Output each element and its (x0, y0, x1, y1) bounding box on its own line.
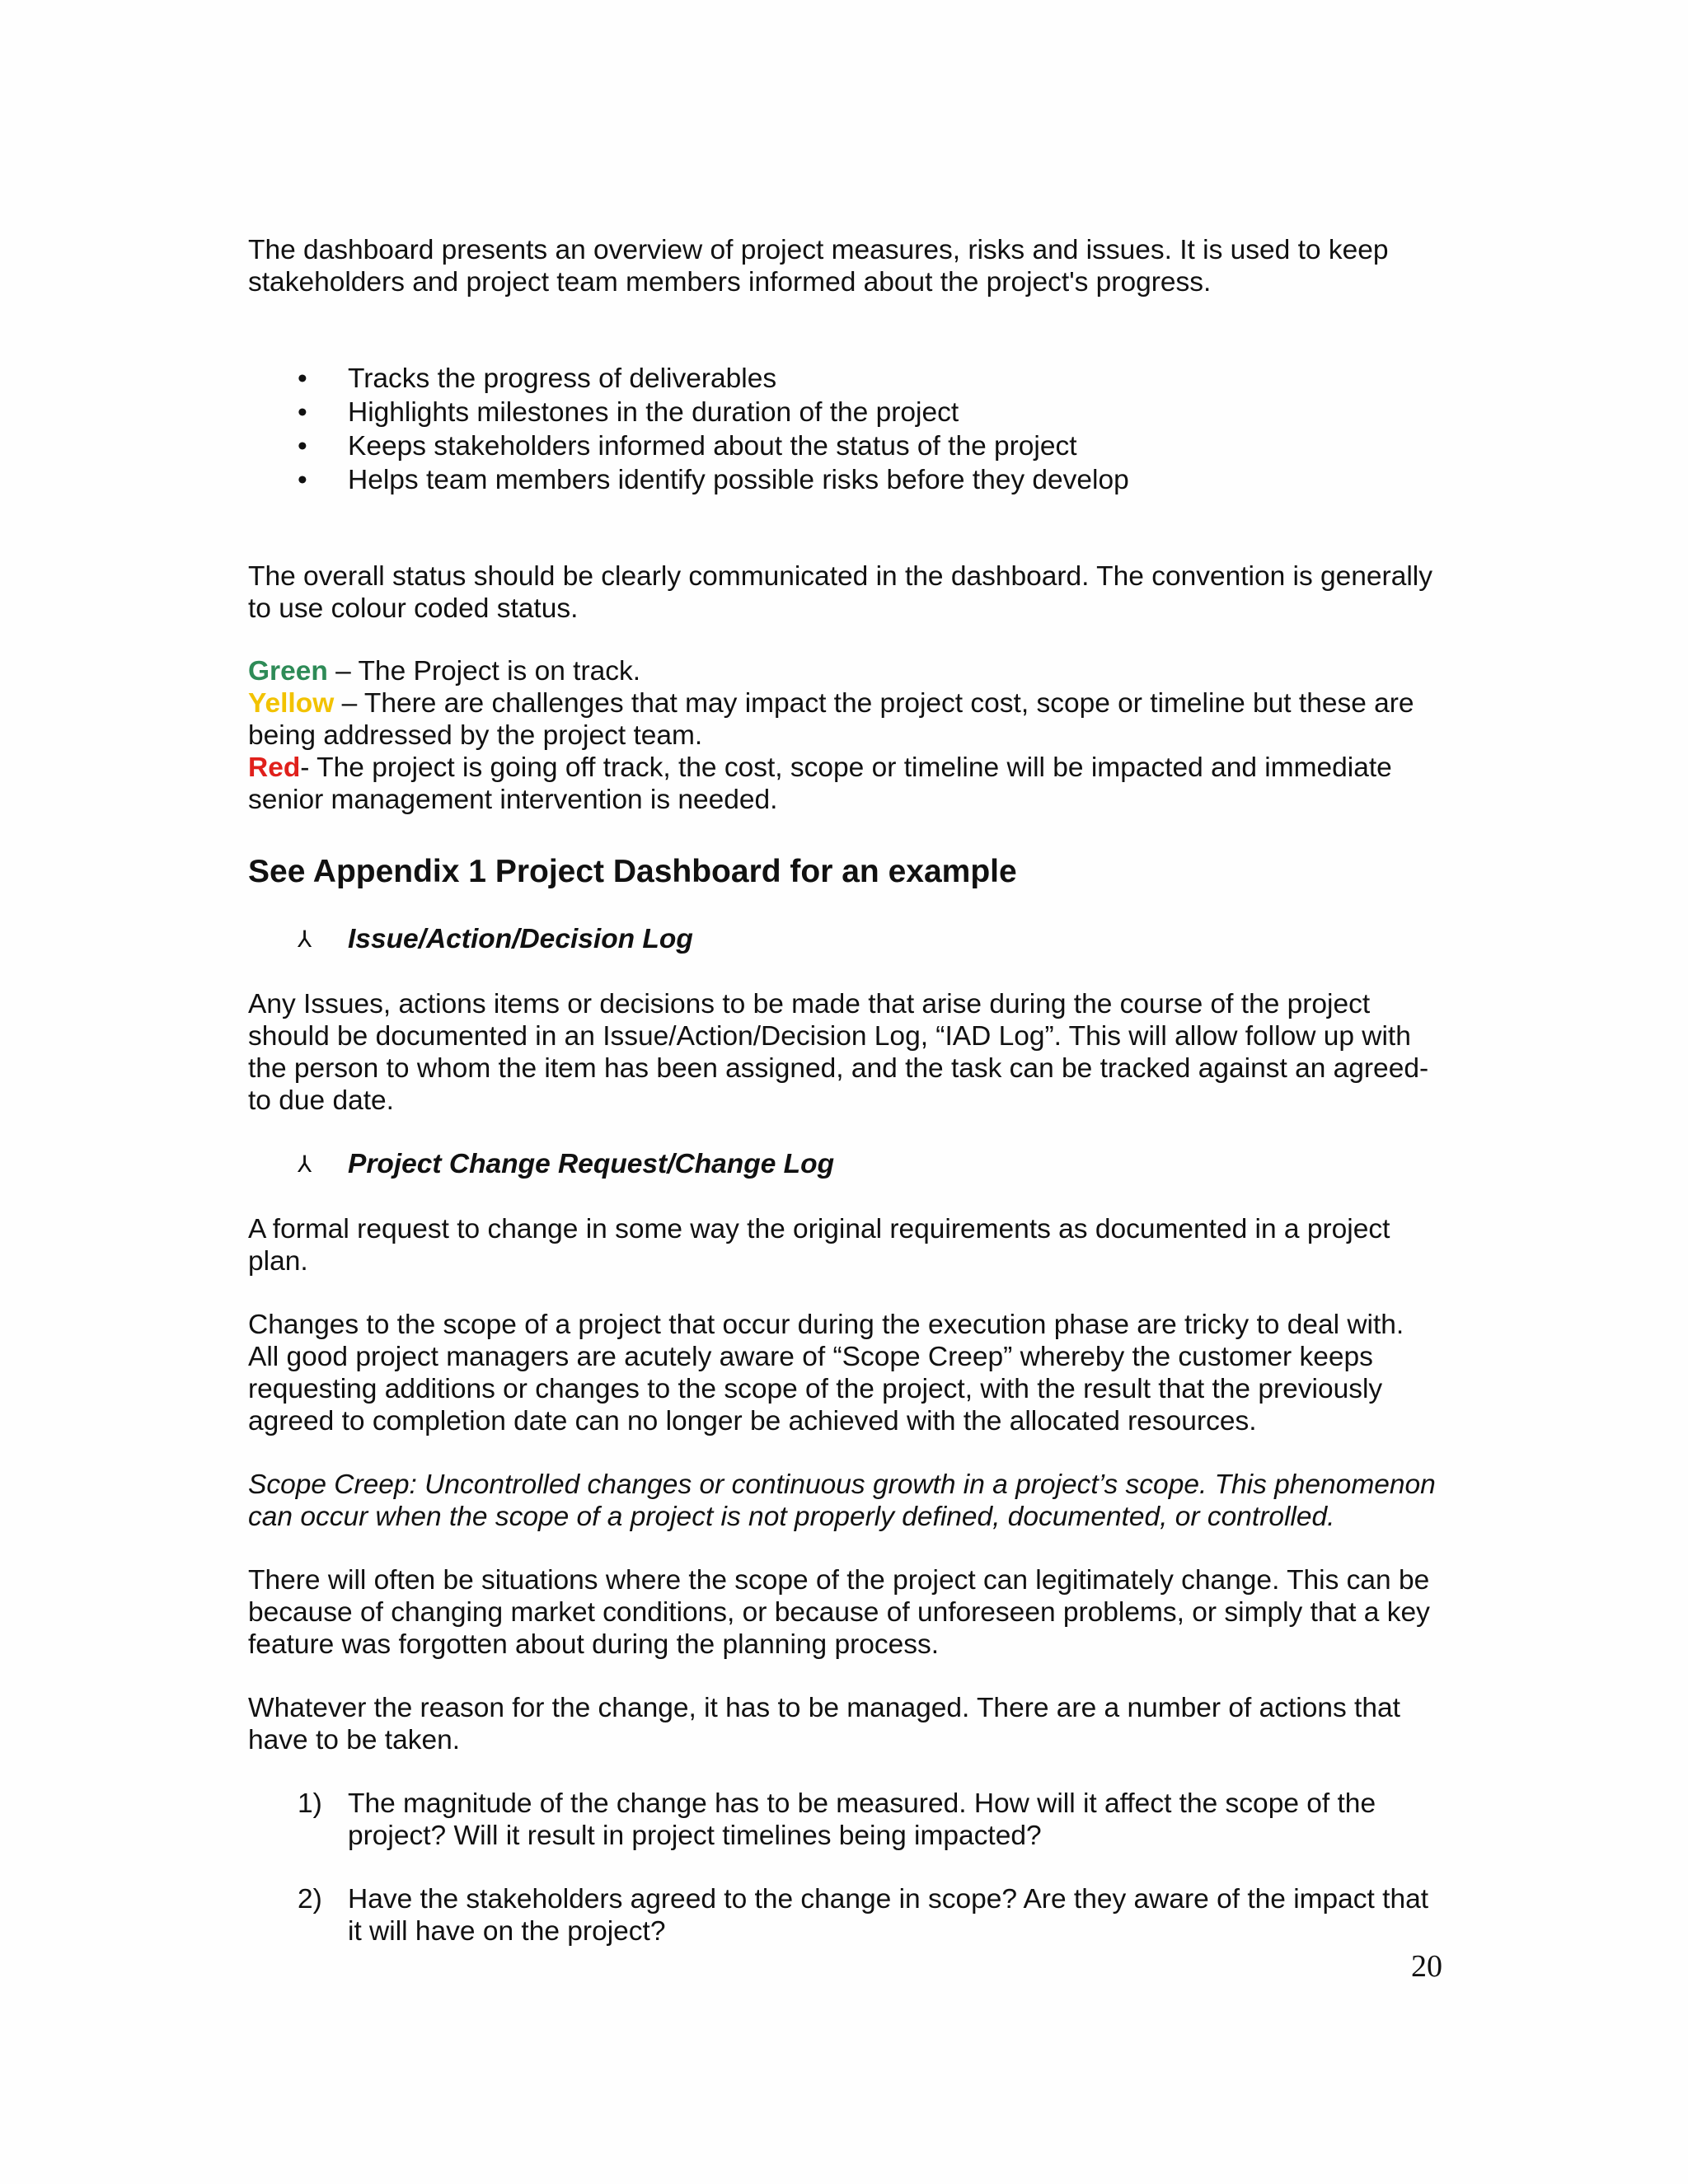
paragraph-line: to due date. (248, 1085, 394, 1116)
status-intro-paragraph (248, 560, 1443, 625)
status-green-label: Green (248, 656, 328, 687)
actions-list (248, 1788, 1443, 1947)
paragraph-line: the person to whom the item has been assigned, and the task can be tracked against an agreed- (248, 1053, 1429, 1084)
iad-log-paragraph (248, 988, 1443, 1117)
change-request-paragraph (248, 1213, 1443, 1277)
list-item (248, 429, 1443, 463)
triangle-bullet-icon: ⅄ (298, 926, 312, 952)
paragraph-line: can occur when the scope of a project is not properly defined, documented, or controlled. (248, 1502, 1335, 1532)
intro-line: The dashboard presents an overview of project measures, risks and issues. It is used to keep (248, 235, 1389, 265)
paragraph-line: requesting additions or changes to the scope of the project, with the result that the previously (248, 1374, 1383, 1404)
benefits-list (248, 362, 1443, 497)
status-green (248, 655, 1443, 687)
paragraph-line: Any Issues, actions items or decisions to be made that arise during the course of the project (248, 989, 1371, 1019)
paragraph-line: There will often be situations where the scope of the project can legitimately change. This can be (248, 1565, 1430, 1596)
list-number: 1) (298, 1788, 322, 1819)
list-item (248, 1883, 1443, 1947)
status-red-label: Red (248, 752, 301, 783)
triangle-bullet-icon: ⅄ (298, 1151, 312, 1177)
bullet-dot-icon: • (298, 465, 307, 495)
change-log-heading-text: Project Change Request/Change Log (348, 1149, 835, 1179)
scope-creep-definition (248, 1469, 1443, 1533)
iad-log-heading (248, 923, 1443, 956)
list-item-text: it will have on the project? (348, 1916, 666, 1947)
list-item-text: project? Will it result in project timelines being impacted? (348, 1821, 1042, 1851)
paragraph-line: Changes to the scope of a project that occur during the execution phase are tricky to deal with. (248, 1310, 1404, 1340)
paragraph-line: have to be taken. (248, 1725, 461, 1755)
list-number: 2) (298, 1884, 322, 1915)
status-yellow-label: Yellow (248, 688, 335, 719)
paragraph-line: feature was forgotten about during the planning process. (248, 1629, 940, 1660)
paragraph-line: Scope Creep: Uncontrolled changes or continuous growth in a project’s scope. This phenomenon (248, 1469, 1436, 1500)
bullet-dot-icon: • (298, 363, 307, 394)
page-number: 20 (1411, 1949, 1442, 1984)
bullet-dot-icon: • (298, 431, 307, 462)
status-red-text: - The project is going off track, the cost, scope or timeline will be impacted and immediate (300, 752, 1392, 783)
list-item (248, 1788, 1443, 1852)
intro-line: stakeholders and project team members informed about the project's progress. (248, 267, 1212, 298)
status-yellow (248, 687, 1443, 752)
paragraph-line: A formal request to change in some way the original requirements as documented in a project (248, 1214, 1390, 1244)
managed-change-paragraph (248, 1692, 1443, 1756)
list-item-text: Highlights milestones in the duration of the project (348, 397, 959, 428)
list-item-text: Helps team members identify possible risks before they develop (348, 465, 1129, 495)
paragraph-line: All good project managers are acutely aware of “Scope Creep” whereby the customer keeps (248, 1342, 1373, 1372)
paragraph-line: agreed to completion date can no longer be achieved with the allocated resources. (248, 1406, 1257, 1436)
legitimate-change-paragraph (248, 1564, 1443, 1661)
list-item-text: The magnitude of the change has to be measured. How will it affect the scope of the (348, 1788, 1376, 1819)
scope-change-paragraph (248, 1309, 1443, 1437)
status-intro-line: to use colour coded status. (248, 593, 579, 624)
status-green-text: – The Project is on track. (327, 656, 641, 687)
status-red (248, 752, 1443, 816)
status-intro-line: The overall status should be clearly communicated in the dashboard. The convention is generally (248, 561, 1432, 592)
status-red-text: senior management intervention is needed. (248, 785, 778, 815)
list-item (248, 396, 1443, 429)
paragraph-line: Whatever the reason for the change, it has to be managed. There are a number of actions that (248, 1693, 1400, 1723)
bullet-dot-icon: • (298, 397, 307, 428)
iad-log-heading-text: Issue/Action/Decision Log (348, 924, 693, 954)
status-legend (248, 655, 1443, 816)
status-yellow-text: – There are challenges that may impact the project cost, scope or timeline but these are (334, 688, 1414, 719)
paragraph-line: because of changing market conditions, or because of unforeseen problems, or simply that a key (248, 1597, 1430, 1628)
status-yellow-text: being addressed by the project team. (248, 720, 703, 751)
list-item (248, 463, 1443, 497)
appendix-heading: See Appendix 1 Project Dashboard for an example (248, 854, 1017, 889)
list-item-text: Tracks the progress of deliverables (348, 363, 777, 394)
list-item-text: Keeps stakeholders informed about the status of the project (348, 431, 1077, 462)
list-item (248, 362, 1443, 396)
paragraph-line: should be documented in an Issue/Action/Decision Log, “IAD Log”. This will allow follow up with (248, 1021, 1411, 1052)
paragraph-line: plan. (248, 1246, 308, 1277)
change-log-heading (248, 1148, 1443, 1181)
list-item-text: Have the stakeholders agreed to the change in scope? Are they aware of the impact that (348, 1884, 1429, 1915)
intro-paragraph (248, 234, 1443, 298)
page-content (248, 234, 1443, 1979)
